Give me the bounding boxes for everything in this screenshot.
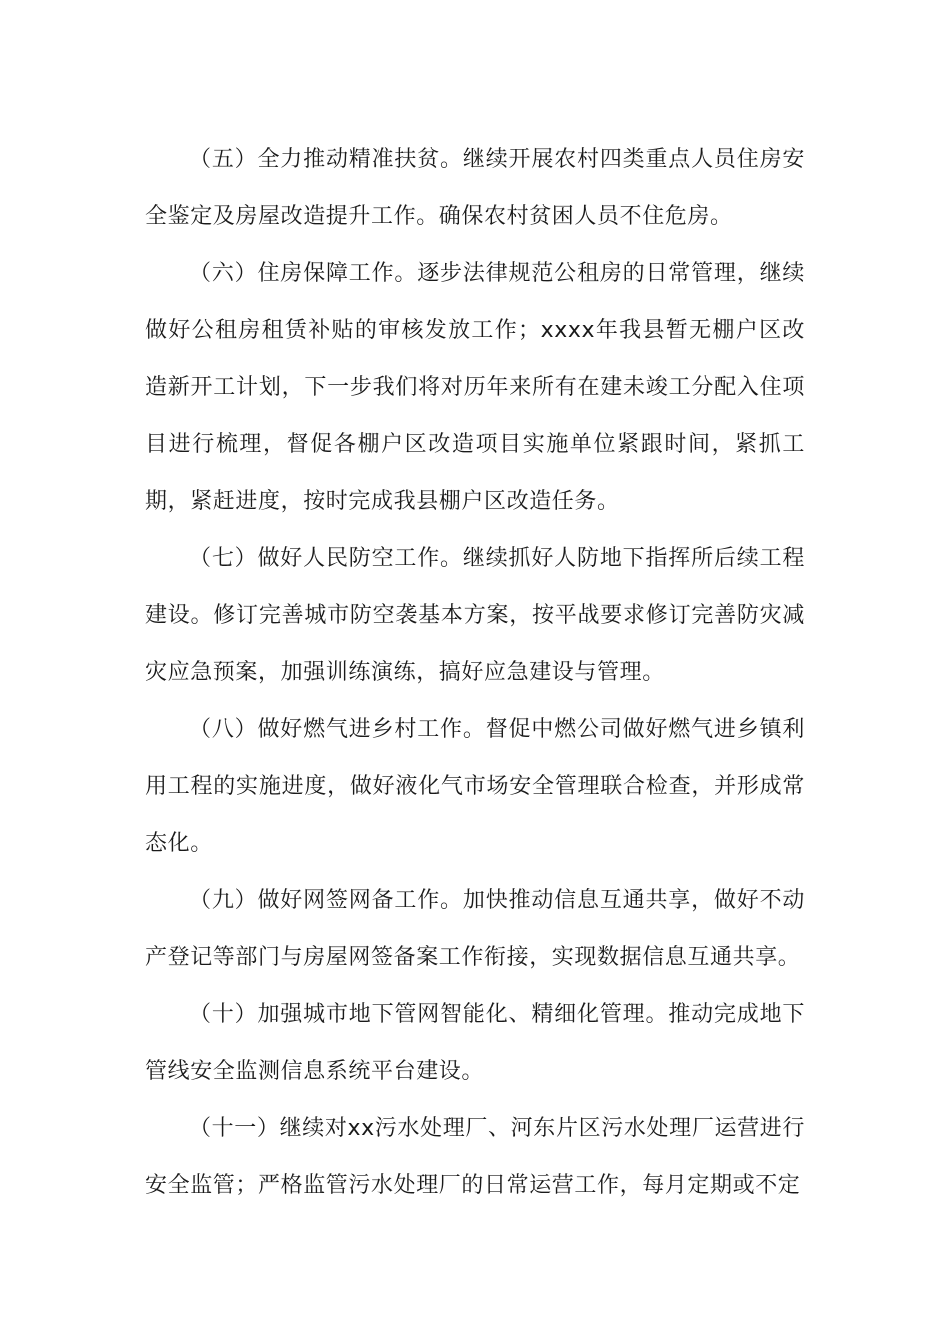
paragraph-11: （十一）继续对xx污水处理厂、河东片区污水处理厂运营进行安全监管；严格监管污水处理厂的日常运营工作，每月定期或不定 xyxy=(145,1116,805,1198)
paragraph-9: （九）做好网签网备工作。加快推动信息互通共享，做好不动产登记等部门与房屋网签备案工作衔接，实现数据信息互通共享。 xyxy=(145,888,805,970)
paragraph-7: （七）做好人民防空工作。继续抓好人防地下指挥所后续工程建设。修订完善城市防空袭基本方案，按平战要求修订完善防灾减灾应急预案，加强训练演练，搞好应急建设与管理。 xyxy=(145,546,805,685)
paragraph-5: （五）全力推动精准扶贫。继续开展农村四类重点人员住房安全鉴定及房屋改造提升工作。确保农村贫困人员不住危房。 xyxy=(145,147,805,229)
paragraph-10: （十）加强城市地下管网智能化、精细化管理。推动完成地下管线安全监测信息系统平台建设。 xyxy=(145,1002,805,1084)
document-page xyxy=(145,131,805,1214)
paragraph-8: （八）做好燃气进乡村工作。督促中燃公司做好燃气进乡镇利用工程的实施进度，做好液化气市场安全管理联合检查，并形成常态化。 xyxy=(145,717,805,856)
paragraph-6: （六）住房保障工作。逐步法律规范公租房的日常管理，继续做好公租房租赁补贴的审核发放工作；xxxx年我县暂无棚户区改造新开工计划，下一步我们将对历年来所有在建未竣工分配入住项目进行梳理，督促各棚户区改造项目实施单位紧跟时间，紧抓工期，紧赶进度，按时完成我县棚户区改造任务。 xyxy=(145,261,805,514)
